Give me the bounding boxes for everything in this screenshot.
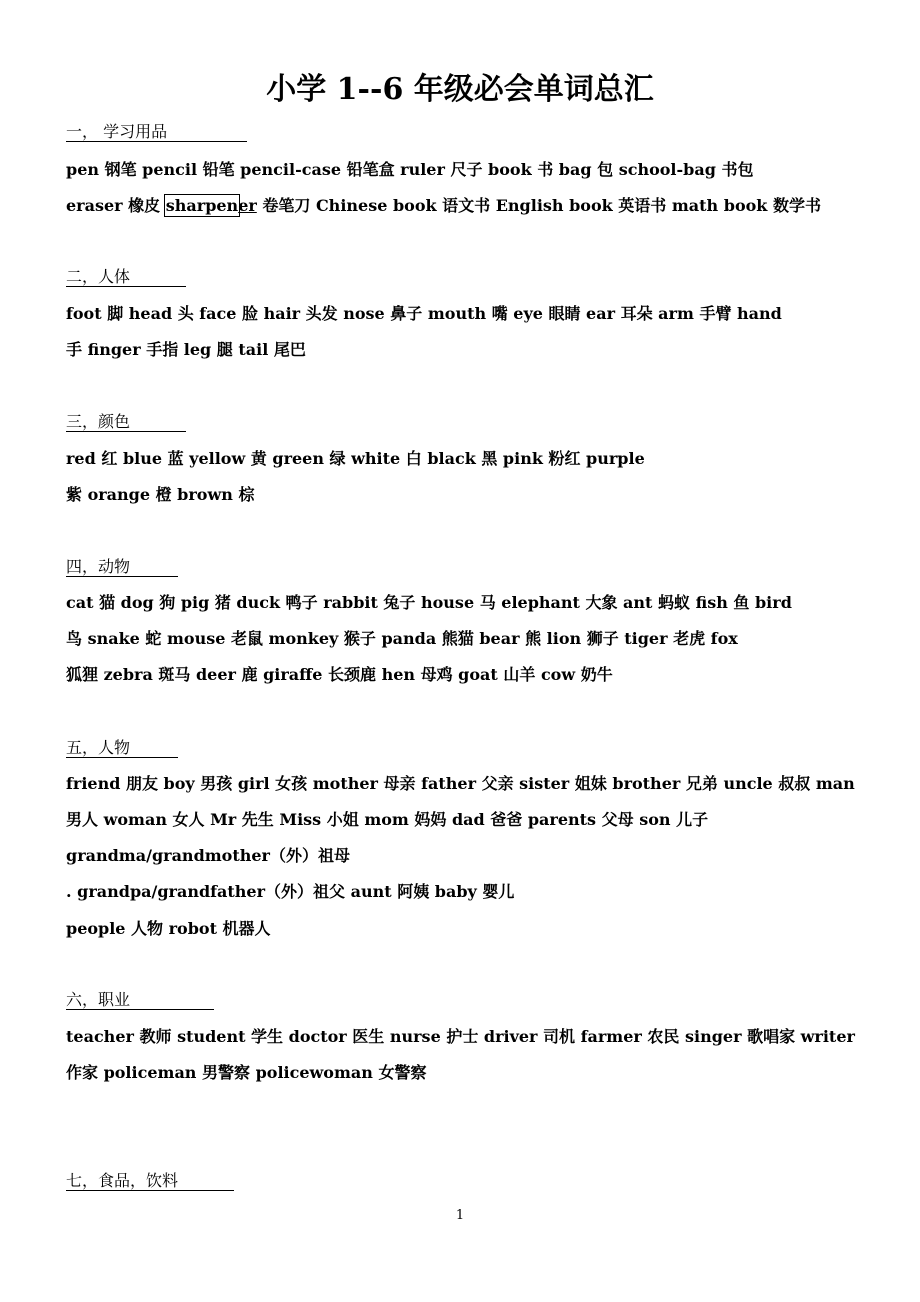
section-colors — [66, 412, 906, 504]
vocab-eraser: eraser 橡皮 — [66, 196, 166, 215]
section-school-supplies — [66, 122, 906, 215]
page-title: 小学 1--6 年级必会单词总汇 — [266, 72, 654, 107]
vocab-line: 男人 woman 女人 Mr 先生 Miss 小姐 mom 妈妈 dad 爸爸 parents 父母 son 儿子 — [66, 810, 709, 829]
vocab-line: people 人物 robot 机器人 — [66, 919, 271, 938]
vocab-line: pen 钢笔 pencil 铅笔 pencil-case 铅笔盒 ruler 尺子 book 书 bag 包 school-bag 书包 — [66, 160, 754, 179]
vocab-line: teacher 教师 student 学生 doctor 医生 nurse 护士 driver 司机 farmer 农民 singer 歌唱家 writer — [66, 1027, 855, 1046]
section-heading: 一， 学习用品 — [66, 122, 247, 142]
section-animals — [66, 557, 906, 684]
vocab-line: . grandpa/grandfather（外）祖父 aunt 阿姨 baby 婴儿 — [66, 882, 515, 901]
vocab-line: friend 朋友 boy 男孩 girl 女孩 mother 母亲 father 父亲 sister 姐妹 brother 兄弟 uncle 叔叔 man — [66, 774, 855, 793]
section-heading: 二，人体 — [66, 267, 186, 287]
section-food-drinks — [66, 1171, 906, 1191]
section-heading: 五，人物 — [66, 738, 178, 758]
vocab-line: 狐狸 zebra 斑马 deer 鹿 giraffe 长颈鹿 hen 母鸡 goat 山羊 cow 奶牛 — [66, 665, 613, 684]
vocab-line: cat 猫 dog 狗 pig 猪 duck 鸭子 rabbit 兔子 house 马 elephant 大象 ant 蚂蚁 fish 鱼 bird — [66, 593, 792, 612]
section-heading: 六，职业 — [66, 990, 214, 1010]
vocab-line: 紫 orange 橙 brown 棕 — [66, 485, 255, 504]
vocab-line: 手 finger 手指 leg 腿 tail 尾巴 — [66, 340, 306, 359]
vocab-sharpener-boxed: sharpen — [165, 196, 239, 215]
section-heading: 七，食品，饮料 — [66, 1171, 234, 1191]
section-heading: 三，颜色 — [66, 412, 186, 432]
page-number: 1 — [455, 1208, 465, 1223]
section-heading: 四，动物 — [66, 557, 178, 577]
vocab-line: red 红 blue 蓝 yellow 黄 green 绿 white 白 black 黑 pink 粉红 purple — [66, 449, 645, 468]
section-people — [66, 738, 906, 938]
vocab-line: foot 脚 head 头 face 脸 hair 头发 nose 鼻子 mouth 嘴 eye 眼睛 ear 耳朵 arm 手臂 hand — [66, 304, 782, 323]
vocab-line-rest: 卷笔刀 Chinese book 语文书 English book 英语书 math book 数学书 — [262, 196, 821, 215]
section-jobs — [66, 990, 906, 1082]
vocab-line: 鸟 snake 蛇 mouse 老鼠 monkey 猴子 panda 熊猫 bear 熊 lion 狮子 tiger 老虎 fox — [66, 629, 738, 648]
vocab-sharpener-rest: er — [238, 196, 257, 215]
vocab-line: grandma/grandmother（外）祖母 — [66, 846, 350, 865]
vocab-line: 作家 policeman 男警察 policewoman 女警察 — [66, 1063, 427, 1082]
vocab-line — [66, 196, 821, 216]
section-body — [66, 267, 906, 359]
